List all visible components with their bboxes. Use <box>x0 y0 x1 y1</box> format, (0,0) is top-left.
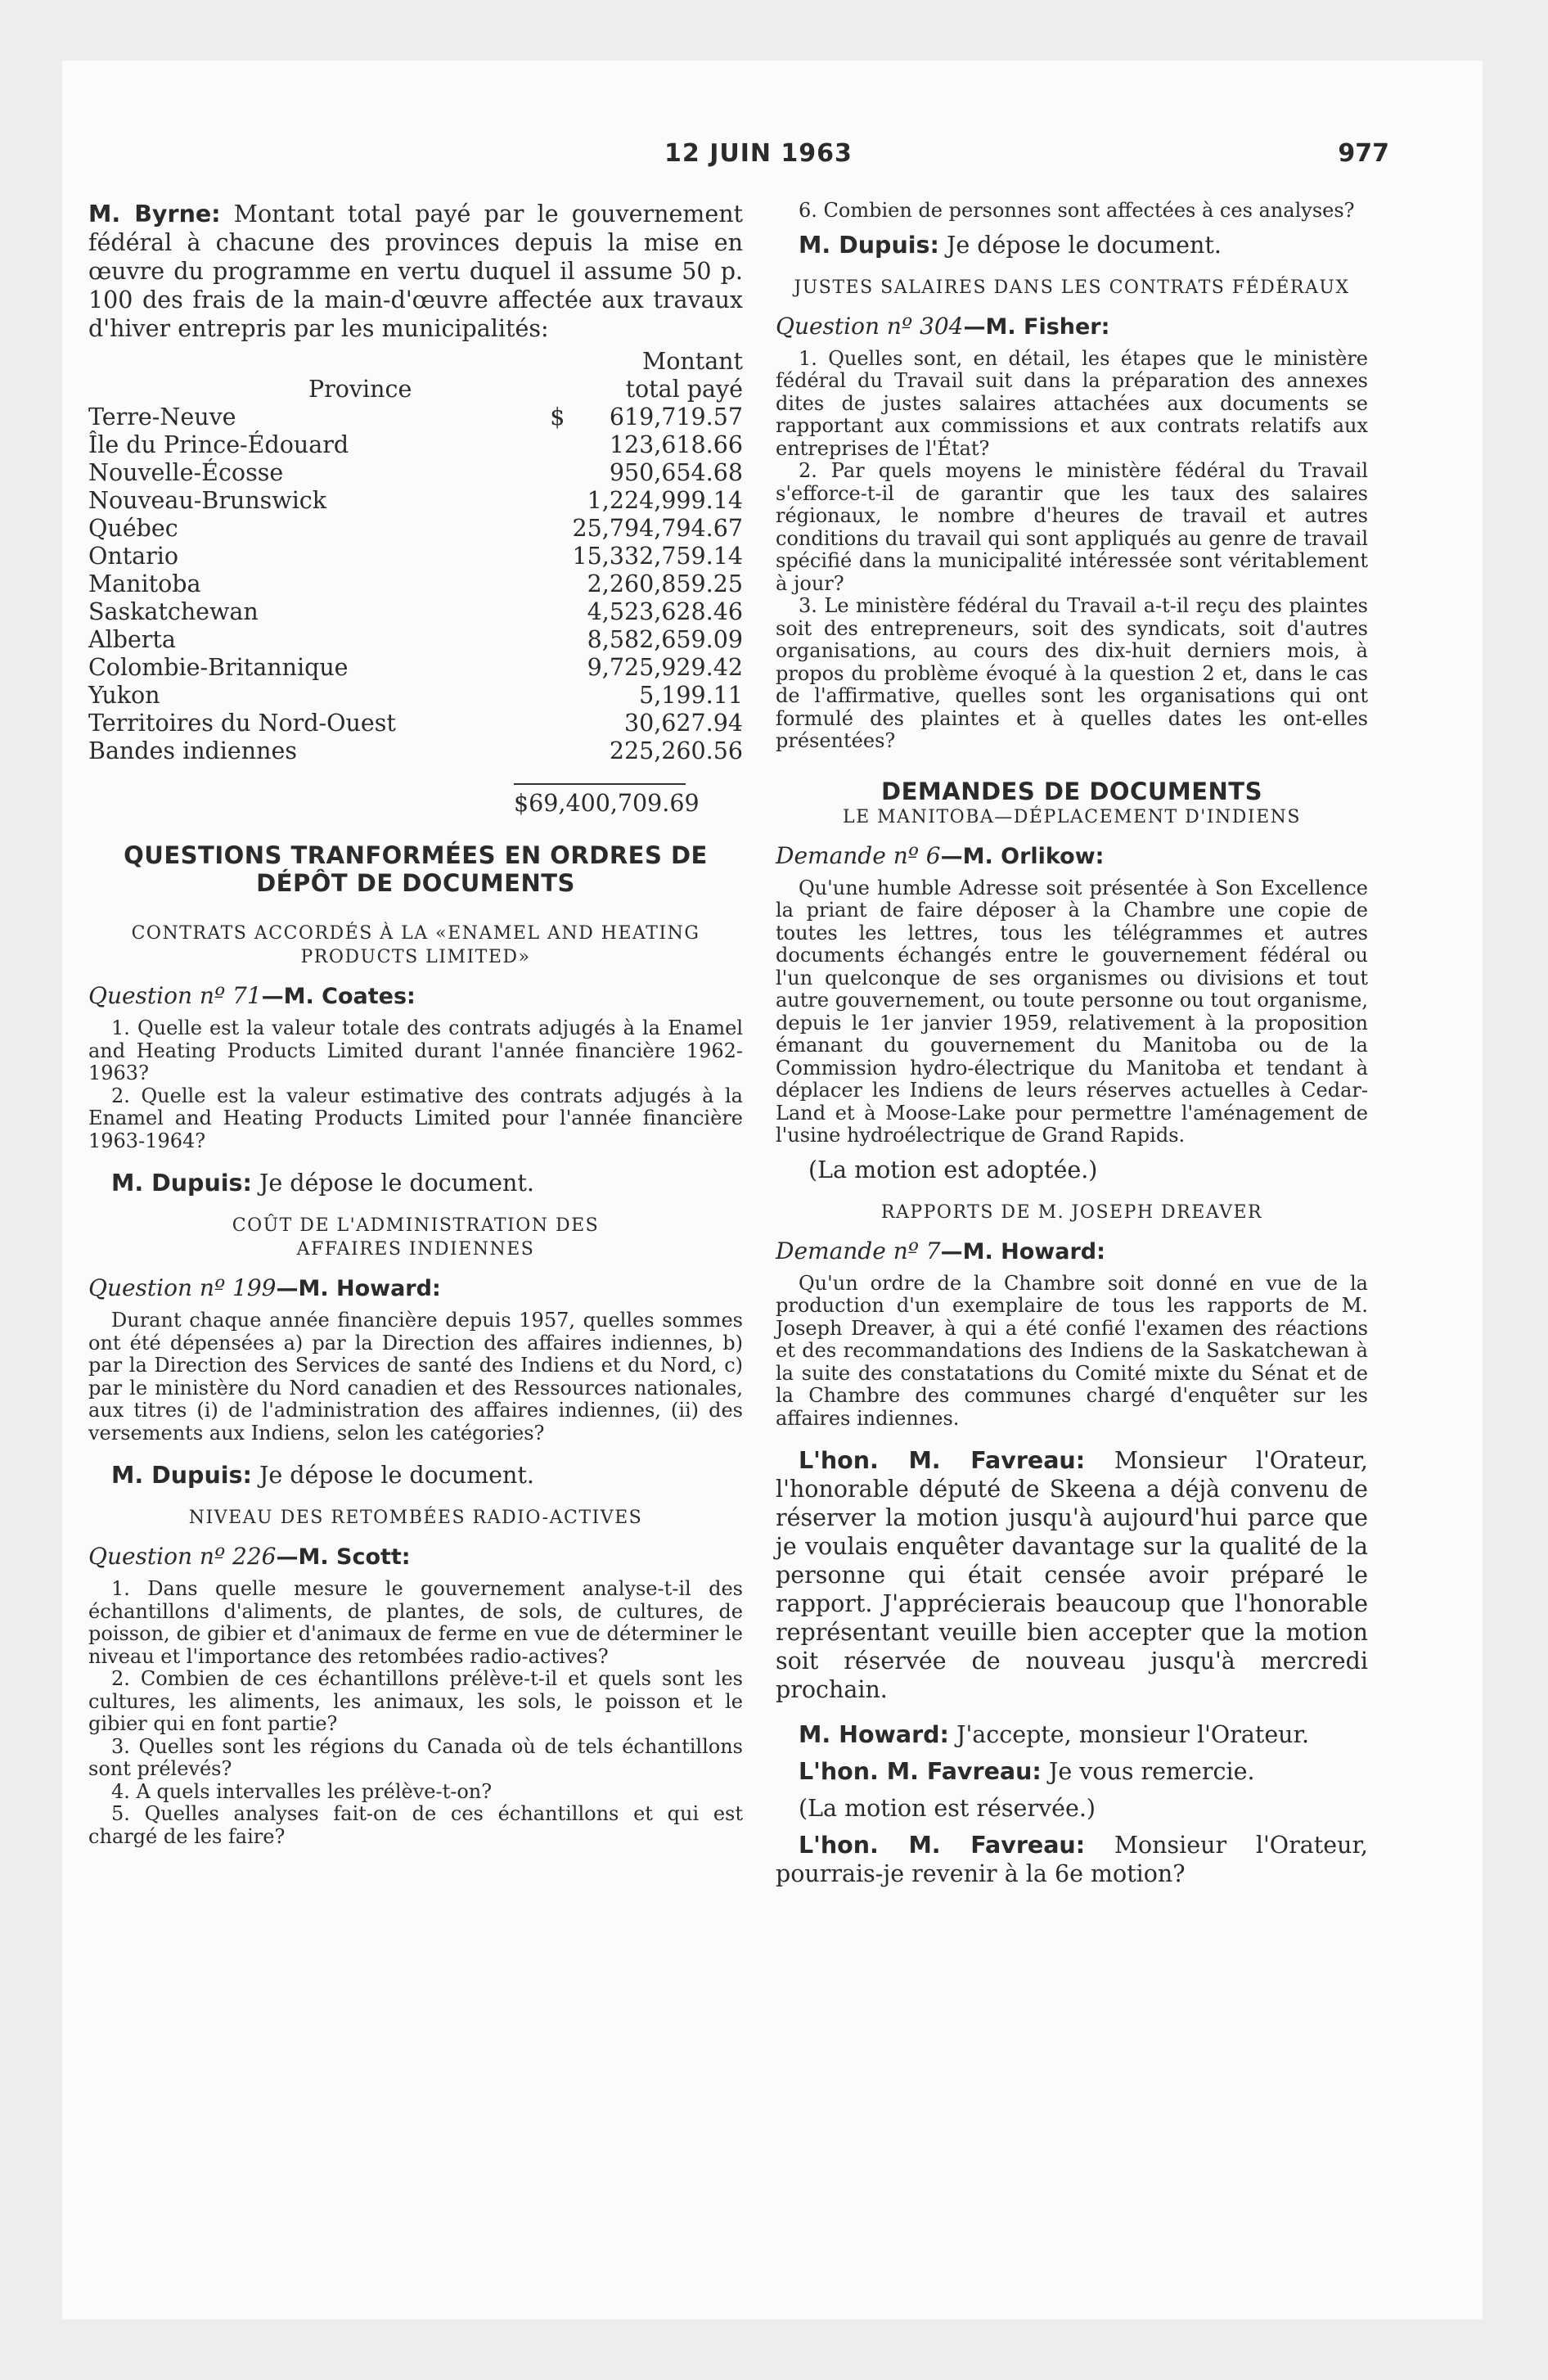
province-name: Territoires du Nord-Ouest <box>88 710 396 737</box>
left-column <box>88 200 743 1848</box>
question-226-label: Question nº 226—M. Scott: <box>88 1543 411 1570</box>
col-header-province: Province <box>308 376 412 403</box>
table-row <box>88 682 743 710</box>
table-row <box>88 598 743 626</box>
right-column <box>776 200 1368 1888</box>
currency-symbol <box>550 654 572 682</box>
table-row <box>88 570 743 598</box>
list-item: 5. Quelles analyses fait-on de ces échantillons et qui est chargé de les faire? <box>88 1802 743 1848</box>
currency-symbol <box>550 431 572 459</box>
province-amount: 950,654.68 <box>609 459 743 486</box>
question-199-label: Question nº 199—M. Howard: <box>88 1274 441 1301</box>
province-name: Terre-Neuve <box>88 403 236 430</box>
table-row <box>88 543 743 570</box>
section-heading-demandes: DEMANDES DE DOCUMENTS <box>881 777 1262 805</box>
subsection-title-enamel: CONTRATS ACCORDÉS À LA «ENAMEL AND HEATING PRODUCTS LIMITED» <box>131 923 700 967</box>
province-amount: 9,725,929.42 <box>587 654 743 681</box>
page-date: 12 JUIN 1963 <box>664 139 853 168</box>
subsection-title-justes-salaires: JUSTES SALAIRES DANS LES CONTRATS FÉDÉRAUX <box>794 277 1350 298</box>
currency-symbol <box>550 737 572 765</box>
table-row <box>88 710 743 737</box>
table-row <box>88 459 743 487</box>
question-304-label: Question nº 304—M. Fisher: <box>776 312 1110 340</box>
province-amount: 4,523,628.46 <box>587 598 743 625</box>
currency-symbol <box>550 570 572 598</box>
byrne-statement <box>88 200 743 343</box>
favreau-statement-1: L'hon. M. Favreau: Monsieur l'Orateur, l'honorable député de Skeena a déjà convenu de réserver la motion jusqu'à aujourd'hui parce que je voulais enquêter davantage sur la qualité de la personne qui était censée avoir préparé le rapport. J'apprécierais beaucoup que l'honorable représentant veuille bien accepter que la motion soit réservée de nouveau jusqu'à mercredi prochain. <box>776 1447 1368 1703</box>
currency-symbol <box>550 515 572 543</box>
question-71-part-2: 2. Quelle est la valeur estimative des contrats adjugés à la Enamel and Heating Products Limited pour l'année financière 1963-1964? <box>88 1084 743 1152</box>
currency-symbol <box>550 459 572 487</box>
table-row <box>88 515 743 543</box>
list-item: 2. Combien de ces échantillons prélève-t-il et quels sont les cultures, les aliments, les animaux, les sols, le poisson et le gibier qui en font partie? <box>88 1667 743 1735</box>
list-item: 3. Le ministère fédéral du Travail a-t-il reçu des plaintes soit des entrepreneurs, soit des syndicats, soit d'autres organisations, au cours des dix-huit derniers mois, à propos du problème évoqué à la question 2 et, dans le cas de l'affirmative, quelles sont les organisations qui ont formulé des plaintes et à quelles dates les ont-elles présentées? <box>776 594 1368 752</box>
table-row <box>88 626 743 654</box>
subsection-title-affaires-indiennes: COÛT DE L'ADMINISTRATION DES AFFAIRES INDIENNES <box>232 1215 600 1260</box>
province-name: Colombie-Britannique <box>88 654 349 681</box>
subsection-title-dreaver: RAPPORTS DE M. JOSEPH DREAVER <box>880 1201 1263 1223</box>
list-item: 3. Quelles sont les régions du Canada où de tels échantillons sont prélevés? <box>88 1734 743 1780</box>
province-name: Saskatchewan <box>88 598 259 625</box>
table-row <box>88 487 743 515</box>
province-amount: 15,332,759.14 <box>572 543 743 570</box>
question-304-items <box>776 348 1368 753</box>
table-total: $69,400,709.69 <box>514 790 700 817</box>
statement-text: Montant total payé par le gouvernement fédéral à chacune des provinces depuis la mise en œuvre du programme en vertu duquel il assume 50 p. 100 des frais de la main-d'œuvre affectée aux travaux d'hiver entrepris par les municipalités: <box>88 201 744 342</box>
table-header-row <box>88 348 743 403</box>
province-name: Nouvelle-Écosse <box>88 459 284 486</box>
section-heading-questions: QUESTIONS TRANFORMÉES EN ORDRES DE DÉPÔT DE DOCUMENTS <box>124 841 708 897</box>
table-row <box>88 737 743 765</box>
province-name: Ontario <box>88 543 179 570</box>
list-item: 2. Par quels moyens le ministère fédéral du Travail s'efforce-t-il de garantir que les taux des salaires régionaux, le nombre d'heures de travail et autres conditions du travail qui sont appliqués au genre de travail spécifié dans la municipalité intéressée sont véritablement à jour? <box>776 459 1368 595</box>
speaker-name: M. Byrne: <box>88 201 221 228</box>
currency-symbol <box>550 598 572 626</box>
province-name: Nouveau-Brunswick <box>88 487 327 514</box>
subsection-title-retombees: NIVEAU DES RETOMBÉES RADIO-ACTIVES <box>188 1508 643 1528</box>
province-name: Québec <box>88 515 178 542</box>
table-row <box>88 403 743 431</box>
favreau-statement-3: L'hon. M. Favreau: Monsieur l'Orateur, pourrais-je revenir à la 6e motion? <box>776 1832 1368 1887</box>
question-199-text: Durant chaque année financière depuis 1957, quelles sommes ont été dépensées a) par la Direction des affaires indiennes, b) par la Direction des Services de santé des Indiens et du Nord, c) par le ministère du Nord canadien et des Ressources nationales, aux titres (i) de l'administration des affaires indiennes, (ii) des versements aux Indiens, selon les catégories? <box>88 1309 743 1445</box>
currency-symbol <box>550 682 572 710</box>
table-row <box>88 431 743 459</box>
howard-reply: M. Howard: J'accepte, monsieur l'Orateur. <box>799 1721 1310 1748</box>
question-71-part-1: 1. Quelle est la valeur totale des contrats adjugés à la Enamel and Heating Products Limited durant l'année financière 1962-1963? <box>88 1016 743 1084</box>
currency-symbol: $ <box>550 403 565 430</box>
demande-7-text: Qu'un ordre de la Chambre soit donné en vue de la production d'un exemplaire de tous les rapports de M. Joseph Dreaver, à qui a été confié l'examen des réactions et des recommandations des Indiens de la Saskatchewan à la suite des constatations du Comité mixte du Sénat et de la Chambre des communes chargé d'enquêter sur les affaires indiennes. <box>776 1271 1368 1430</box>
list-item: 4. A quels intervalles les prélève-t-on? <box>111 1779 493 1803</box>
province-name: Manitoba <box>88 570 201 597</box>
currency-symbol <box>550 626 572 654</box>
list-item: 1. Dans quelle mesure le gouvernement analyse-t-il des échantillons d'aliments, de plantes, de sols, de cultures, de poisson, de gibier et d'animaux de ferme en vue de déterminer le niveau et l'importance des retombées radio-actives? <box>88 1577 743 1668</box>
page-header <box>62 139 1483 180</box>
col-header-amount: Montant total payé <box>625 348 743 403</box>
province-name: Bandes indiennes <box>88 737 297 764</box>
currency-symbol <box>550 543 572 570</box>
province-amount: 5,199.11 <box>639 682 743 709</box>
province-name: Alberta <box>88 626 176 653</box>
dupuis-reply-3: M. Dupuis: Je dépose le document. <box>799 231 1222 259</box>
total-rule <box>514 783 686 785</box>
question-226-item-6: 6. Combien de personnes sont affectées à ces analyses? <box>799 199 1355 222</box>
province-name: Yukon <box>88 682 160 709</box>
question-226-items <box>88 1578 743 1848</box>
demande-7-label: Demande nº 7—M. Howard: <box>776 1237 1105 1264</box>
province-amount: 25,794,794.67 <box>572 515 743 542</box>
favreau-statement-2: L'hon. M. Favreau: Je vous remercie. <box>799 1758 1255 1785</box>
demande-6-label: Demande nº 6—M. Orlikow: <box>776 841 1105 869</box>
motion-reserved: (La motion est réservée.) <box>799 1795 1096 1822</box>
province-amount: 8,582,659.09 <box>587 626 743 653</box>
province-amount: 123,618.66 <box>609 431 743 458</box>
currency-symbol <box>550 487 572 515</box>
province-payments-table <box>88 348 743 765</box>
document-page <box>62 61 1483 2319</box>
province-amount: 1,224,999.14 <box>587 487 743 514</box>
province-amount: 2,260,859.25 <box>587 570 743 597</box>
page-number: 977 <box>1338 139 1389 168</box>
province-amount: 225,260.56 <box>609 737 743 764</box>
province-amount: 619,719.57 <box>609 403 743 430</box>
demande-6-text: Qu'une humble Adresse soit présentée à Son Excellence la priant de faire déposer à la Chambre une copie de toutes les lettres, tous les télégrammes et autres documents échangés entre le gouvernement fédéral ou l'un quelconque de ses organismes ou divisions et tout autre gouvernement, ou toute personne ou tout organisme, depuis le 1er janvier 1959, relativement à la proposition émanant du gouvernement du Manitoba ou de la Commission hydro-électrique du Manitoba et tendant à déplacer les Indiens de leurs réserves actuelles à Cedar-Land et à Moose-Lake pour permettre l'aménagement de l'usine hydroélectrique de Grand Rapids. <box>776 876 1368 1147</box>
province-name: Île du Prince-Édouard <box>88 431 349 458</box>
list-item: 1. Quelles sont, en détail, les étapes que le ministère fédéral du Travail suit dans la préparation des annexes dites de justes salaires attachées aux documents se rapportant aux commissions et aux contrats relatifs aux entreprises de l'État? <box>776 346 1368 460</box>
dupuis-reply-1: M. Dupuis: Je dépose le document. <box>111 1170 534 1197</box>
subsection-title-manitoba: LE MANITOBA—DÉPLACEMENT D'INDIENS <box>842 806 1301 827</box>
dupuis-reply-2: M. Dupuis: Je dépose le document. <box>111 1462 534 1489</box>
currency-symbol <box>550 710 572 737</box>
table-row <box>88 654 743 682</box>
province-amount: 30,627.94 <box>623 710 743 737</box>
question-71-label: Question nº 71—M. Coates: <box>88 982 416 1009</box>
motion-adopted: (La motion est adoptée.) <box>808 1156 1098 1183</box>
